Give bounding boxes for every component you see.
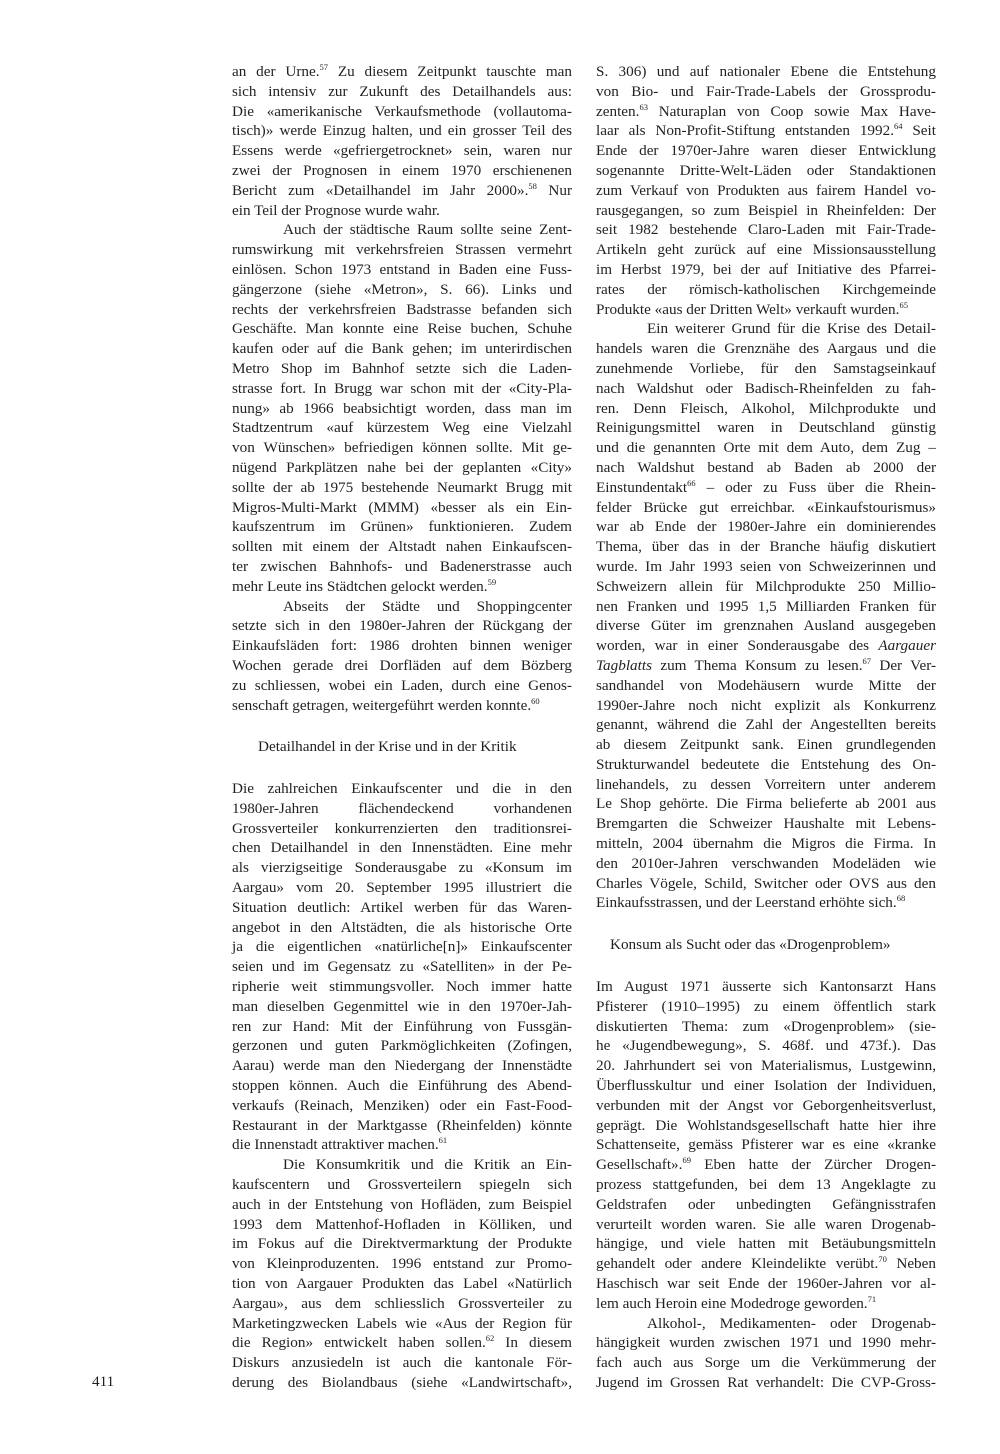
text-line: nach Waldshut oder Badisch-Rheinfelden zu fah- [596,379,936,397]
text-line: man dieselben Gegenmittel wie in den 1970er-Jah- [232,997,572,1015]
text-line: S. 306) und auf nationaler Ebene die Entstehung [596,63,936,80]
text-line: einlösen. Schon 1973 entstand in Baden eine Fuss- [232,260,572,278]
text-line: senschaft getragen, weitergeführt werden konnte.$^{60}$ [232,695,540,714]
text-line: verurteilt worden waren. Sie alle waren Drogenab- [596,1215,936,1233]
text-line: genannt, während die Zahl der Angestellten bereits [596,716,936,734]
text-line: wurde. Im Jahr 1993 seien von Schweizerinnen und [596,557,936,575]
paragraph [232,779,572,1155]
text-line: prozess stattgefunden, bei dem 13 Angeklagte zu [596,1176,936,1194]
text-line: Ende der 1970er-Jahre waren dieser Entwicklung [596,142,936,160]
text-line: handels waren die Grenznähe des Aargaus und die [596,340,936,358]
text-line: ren zur Hand: Mit der Einführung von Fussgän- [232,1017,572,1035]
text-line: Schweizern allein für Milchprodukte 250 Millio- [596,577,936,595]
footnote-marker: 68 [896,893,906,904]
text-line: Aarau) werde man den Niedergang der Innenstädte [232,1057,572,1075]
text-line: Essens werde «gefriergetrocknet» sein, waren nur [232,142,572,160]
text-column-left [232,62,572,1393]
text-line: linehandels, zu dessen Vorreitern unter anderem [596,775,936,793]
text-line: kaufen oder auf die Bank gehen; im unterirdischen [232,340,572,358]
text-line: rausgegangen, so zum Beispiel in Rheinfelden: Der [596,201,936,219]
text-line: Diskurs anzusiedeln ist auch die kantonale För- [232,1354,572,1372]
text-line: chen Detailhandel in den Innenstädten. Eine mehr [232,839,572,857]
text-line: derung des Biolandbaus (siehe «Landwirtschaft», [232,1374,572,1391]
text-line: Produkte «aus der Dritten Welt» verkauft wurden.$^{65}$ [596,299,908,318]
text-line: Metro Shop im Bahnhof setzte sich die Laden- [232,359,572,377]
text-line: Schattenseite, gemäss Pfisterer war es eine «kranke [596,1136,936,1154]
italic-title: Tagblatts [596,656,652,674]
text-line: Thema, über das in der Branche häufig diskutiert [596,538,936,556]
text-line: rechts der verkehrsfreien Badstrasse befanden sich [232,300,572,318]
text-line: Tagblatts zum Thema Konsum zu lesen.$^{67}$ Der Ver- [596,655,937,674]
text-line: nung» ab 1966 beabsichtigt worden, dass man im [232,399,572,417]
paragraph [596,319,936,913]
text-line: geprägt. Die Wohlstandsgesellschaft hatte hier ihre [596,1116,936,1134]
text-line: gerzonen und guten Parkmöglichkeiten (Zofingen, [232,1037,572,1055]
text-line: Strukturwandel bedeutete die Entstehung des On- [596,755,936,773]
footnote-marker: 59 [487,576,497,587]
text-line: mitteln, 2004 übernahm die Migros die Firma. In [596,835,936,853]
section-heading: Konsum als Sucht oder das «Drogenproblem» [610,936,891,954]
text-line: 1980er-Jahren flächendeckend vorhandenen [232,799,572,817]
text-line: ja die eigentlichen «natürliche[n]» Einkaufscenter [232,938,572,956]
footnote-marker: 62 [485,1333,495,1344]
text-line: zum Verkauf von Produkten aus fairem Handel vo- [596,181,936,199]
text-line: war ab Ende der 1980er-Jahre ein dominierendes [596,518,936,536]
text-line: nen Franken und 1995 1,5 Milliarden Franken für [596,597,936,615]
text-line: Grossverteiler konkurrenzierten den traditionsrei- [232,819,572,837]
text-line: sollten mit einem der Altstadt nahen Einkaufscen- [232,538,572,556]
text-line: stoppen können. Auch die Einführung des Abend- [232,1077,572,1095]
text-line: an der Urne.$^{57}$ Zu diesem Zeitpunkt tauschte man [232,62,572,80]
text-line: fach auch aus Sorge um die Verkümmerung der [596,1354,936,1372]
paragraph [596,977,936,1314]
text-line: Bremgarten die Schweizer Haushalte mit Lebens- [596,815,936,833]
text-line: ein Teil der Prognose wurde wahr. [232,201,440,219]
text-line: rumswirkung mit verkehrsfreien Strassen vermehrt [232,241,572,259]
footnote-marker: 60 [531,695,540,706]
text-line: he «Jugendbewegung», S. 468f. und 473f.). Das [596,1037,936,1055]
text-line: Die zahlreichen Einkaufscenter und die in den [232,780,572,798]
footnote-marker: 64 [894,121,903,132]
text-line: Wochen gerade drei Dorfläden auf dem Bözberg [232,656,572,674]
text-line: Jugend im Grossen Rat verhandelt: Die CVP-Gross- [596,1374,936,1391]
text-line: zenten.$^{63}$ Naturaplan von Coop sowie Max Have- [596,101,936,120]
text-line: Aargau» vom 20. September 1995 illustriert die [232,879,572,897]
text-line: die Region» entwickelt haben sollen.$^{62}$ In diesem [232,1333,572,1352]
paragraph [232,62,572,220]
text-line: angebot in den Altstädten, die als historische Orte [232,918,572,936]
text-line: kaufscentern und Grossverteilern spiegeln sich [232,1176,572,1194]
text-line: im Herbst 1979, bei der auf Initiative des Pfarrei- [596,260,936,278]
text-line: als vierzigseitige Sonderausgabe zu «Konsum im [232,859,572,877]
text-line: sich intensiv zur Zukunft des Detailhandels aus: [232,82,572,100]
text-line: Im August 1971 äusserte sich Kantonsarzt Hans [596,978,936,996]
footnote-marker: 71 [867,1293,877,1304]
text-line: Restaurant in der Marktgasse (Rheinfelden) könnte [232,1116,572,1134]
text-line: von Bio- und Fair-Trade-Labels der Grossprodu- [596,82,936,100]
text-line: zu schliessen, wobei ein Laden, durch eine Genos- [232,676,572,694]
text-line: Geschäfte. Man konnte eine Reise buchen, Schuhe [232,320,572,338]
text-line: strasse fort. In Brugg war schon mit der «City-Pla- [232,379,572,397]
text-line: Migros-Multi-Markt (MMM) «besser als ein Ein- [232,498,572,516]
text-line: Abseits der Städte und Shoppingcenter [283,597,572,615]
text-line: Situation deutlich: Artikel werben für das Waren- [232,898,572,916]
text-line: ren. Denn Fleisch, Alkohol, Milchprodukte und [596,399,936,417]
text-line: 1990er-Jahre noch nicht explizit als Konkurrenz [596,696,936,714]
text-line: Le Shop gehörte. Die Firma belieferte ab 2001 aus [596,795,936,813]
text-line: ripherie weit stimmungsvoller. Noch immer hatte [232,978,572,996]
italic-title: Aargauer [878,637,936,655]
footnote-marker: 57 [319,62,329,72]
text-line: Die «amerikanische Verkaufsmethode (vollautoma- [232,102,572,120]
text-line: ter zwischen Bahnhofs- und Badenerstrasse auch [232,557,572,575]
text-line: Überflusskultur und einer Isolation der Individuen, [596,1077,936,1095]
text-line: Artikeln geht zurück auf eine Missionsausstellung [596,241,936,259]
text-line: laar als Non-Profit-Stiftung entstanden 1992.64 Seit [596,121,936,140]
text-line: Einkaufsstrassen, und der Leerstand erhöhte sich.$^{68}$ [596,893,906,912]
text-line: Charles Vögele, Schild, Switcher oder OVS aus den [596,874,936,892]
footnote-marker: 65 [899,299,908,310]
text-line: Geldstrafen oder unbedingten Gefängnisstrafen [596,1195,936,1213]
paragraph [232,597,572,716]
footnote-marker: 69 [682,1155,691,1166]
text-line: auch in der Entstehung von Hofläden, zum Beispiel [232,1195,572,1213]
text-line: 1993 dem Mattenhof-Hofladen in Kölliken, und [232,1215,572,1233]
footnote-marker: 67 [862,655,872,666]
text-line: diverse Güter im grenznahen Ausland ausgegeben [596,617,936,635]
text-line: gehandelt oder andere Kleindelikte verübt.$^{70}$ Neben [596,1254,936,1273]
text-line: felder Brücke gut erreichbar. «Einkaufstourismus» [596,498,936,516]
page-number: 411 [92,1373,115,1390]
text-line: Pfisterer (1910–1995) zu einem öffentlich stark [596,997,936,1015]
paragraph [596,1314,936,1393]
text-line: die Innenstadt attraktiver machen.$^{61}$ [232,1135,448,1154]
text-line: hängige, und viele hatten mit Betäubungsmitteln [596,1235,936,1253]
text-line: Aargau», aus dem schliesslich Grossverteiler zu [232,1294,572,1312]
footnote-marker: 66 [687,477,696,488]
text-line: Die Konsumkritik und die Kritik an Ein- [283,1156,572,1174]
text-line: von Wünschen» befriedigen können sollte. Mit ge- [232,439,572,457]
text-line: Einstundentakt$^{66}$ – oder zu Fuss über die Rhein- [596,477,936,496]
text-line: 20. Jahrhundert sei von Materialismus, Lustgewinn, [596,1057,936,1075]
text-line: tion von Aargauer Produkten das Label «Natürlich [232,1275,572,1293]
footnote-marker: 61 [438,1135,448,1146]
text-line: im Fokus auf die Direktvermarktung der Produkte [232,1235,572,1253]
text-line: Bericht zum «Detailhandel im Jahr 2000».$^{58}$ Nur [232,180,572,199]
text-line: von Kleinproduzenten. 1996 entstand zur Promo- [232,1255,572,1273]
text-line: gängerzone (siehe «Metron», S. 66). Links und [232,280,572,298]
text-line: und die genannten Orte mit dem Auto, dem Zug – [596,439,936,457]
text-line: worden, war in einer Sonderausgabe des Aargauer [596,637,936,655]
text-line: Stadtzentrum «auf kürzestem Weg eine Vielzahl [232,419,572,437]
text-line: mehr Leute ins Städtchen gelockt werden.$^{59}$ [232,576,497,595]
text-line: Reinigungsmittel waren in Deutschland günstig [596,419,936,437]
text-column-right [596,62,936,1393]
text-line: verbunden mit der Angst vor Geborgenheitsverlust, [596,1096,936,1114]
paragraph [596,62,936,319]
text-line: seit 1982 bestehende Claro-Laden mit Fair-Trade- [596,221,936,239]
text-line: setzte sich in den 1980er-Jahren der Rückgang der [232,617,572,635]
text-line: rates der römisch-katholischen Kirchgemeinde [596,280,936,298]
text-line: Gesellschaft».$^{69}$ Eben hatte der Zürcher Drogen- [596,1155,936,1174]
text-line: Ein weiterer Grund für die Krise des Detail- [647,320,936,338]
paragraph [232,220,572,596]
text-line: den 2010er-Jahren verschwanden Modeläden wie [596,854,936,872]
text-line: nügend Parkplätzen nahe bei der geplanten «City» [232,458,572,476]
footnote-marker: 70 [878,1254,887,1265]
text-line: diskutierten Thema: zum «Drogenproblem» (sie- [596,1017,936,1035]
section-heading: Detailhandel in der Krise und in der Kritik [258,738,517,756]
text-line: Alkohol-, Medikamenten- oder Drogenab- [647,1314,936,1332]
text-line: kaufszentrum im Grünen» funktionieren. Zudem [232,518,572,536]
text-line: tisch)» werde Einzug halten, und ein grosser Teil des [232,122,572,140]
text-line: sollte der ab 1975 bestehende Neumarkt Brugg mit [232,478,572,496]
text-line: Auch der städtische Raum sollte seine Zent- [283,221,572,239]
footnote-marker: 58 [528,180,537,191]
text-line: sandhandel von Modehäusern wurde Mitte der [596,676,936,694]
footnote-marker: 63 [639,101,648,112]
text-line: zwei der Prognosen in einem 1970 erschienenen [232,161,572,179]
text-line: lem auch Heroin eine Modedroge geworden.$^{71}$ [596,1293,877,1312]
text-line: seien und im Gegensatz zu «Satelliten» in der Pe- [232,958,572,976]
text-line: hängigkeit wurden zwischen 1971 und 1990 mehr- [596,1334,936,1352]
text-line: zunehmende Vorliebe, für den Samstagseinkauf [596,359,936,377]
paragraph [232,1155,572,1393]
text-line: Einkaufsläden fort: 1986 drohten binnen weniger [232,637,572,655]
text-line: nach Waldshut bestand ab Baden ab 2000 der [596,458,936,476]
text-line: verkaufs (Reinach, Menziken) oder ein Fast-Food- [232,1096,572,1114]
text-line: Haschisch war seit Ende der 1960er-Jahren vor al- [596,1275,936,1293]
text-line: Marketingzwecken Labels wie «Aus der Region für [232,1314,572,1332]
text-line: sogenannte Dritte-Welt-Läden oder Standaktionen [596,161,936,179]
text-line: ab diesem Zeitpunkt sank. Einen grundlegenden [596,736,936,754]
